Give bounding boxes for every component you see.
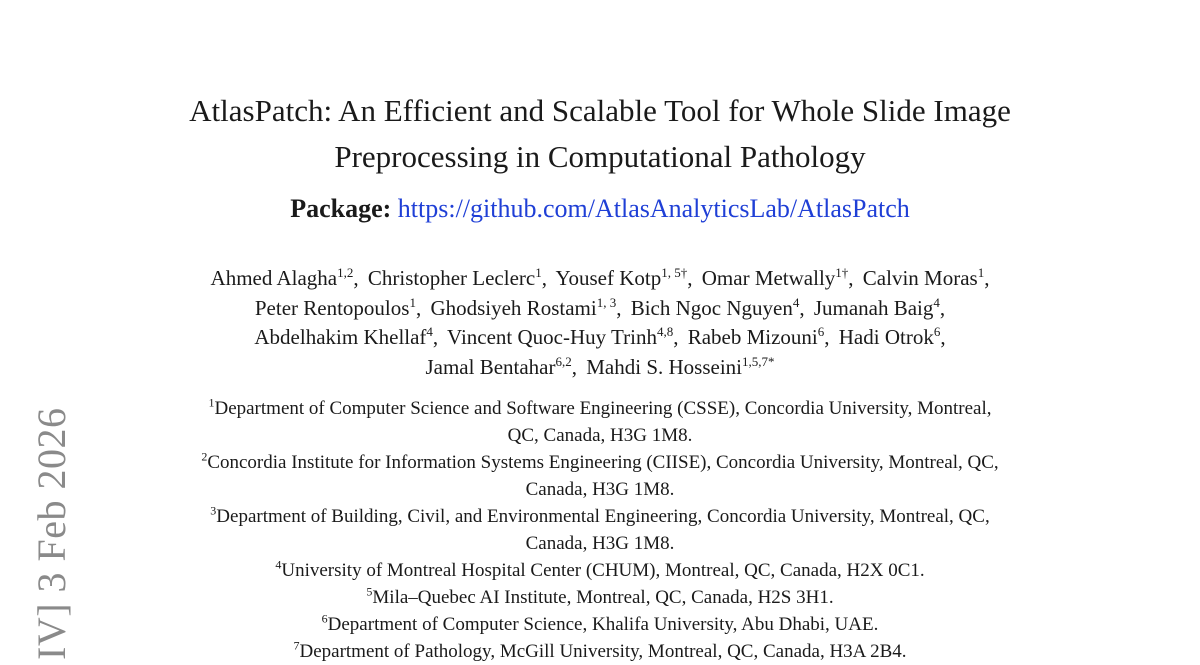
- affiliation: $^1$Department of Computer Science and Software Engineering (CSSE), Concordia University, Montreal,: [208, 395, 992, 419]
- author-line-1: Ahmed Alagha$^{1,2}$, Christopher Leclerc$^1$, Yousef Kotp$^{1, 5\dagger}$, Omar Metwally$^{1\dagger}$, Calvin Moras$^1$,: [210, 265, 990, 290]
- author: Vincent Quoc-Huy Trinh$^{4,8}$: [447, 324, 674, 349]
- author-line-4: Jamal Bentahar$^{6,2}$, Mahdi S. Hosseini$^{1,5,7*}$: [425, 353, 775, 379]
- title-line-1: AtlasPatch: An Efficient and Scalable Tool for Whole Slide Image: [189, 93, 1011, 128]
- package-line: [0, 193, 1200, 225]
- affiliation-continued: Canada, H3G 1M8.: [525, 533, 675, 554]
- affiliation: $^3$Department of Building, Civil, and Environmental Engineering, Concordia University, Montreal, QC,: [210, 503, 990, 527]
- author: Omar Metwally$^{1\dagger}$: [701, 265, 849, 290]
- package-label: Package:: [290, 194, 392, 223]
- affiliation-list: [110, 395, 1090, 665]
- author: Jumanah Baig$^4$: [813, 294, 940, 320]
- affiliation: $^2$Concordia Institute for Information Systems Engineering (CIISE), Concordia University, Montreal, QC,: [201, 449, 999, 473]
- package-link[interactable]: https://github.com/AtlasAnalyticsLab/AtlasPatch: [397, 194, 910, 223]
- paper-title: [0, 88, 1200, 180]
- author-list: [80, 264, 1120, 382]
- author: Abdelhakim Khellaf$^4$: [254, 324, 433, 349]
- author: Ahmed Alagha$^{1,2}$: [210, 265, 354, 290]
- author: Peter Rentopoulos$^1$: [254, 294, 416, 320]
- author: Calvin Moras$^1$: [862, 265, 985, 290]
- affiliation: $^6$Department of Computer Science, Khalifa University, Abu Dhabi, UAE.: [321, 611, 879, 635]
- author-line-2: Peter Rentopoulos$^1$, Ghodsiyeh Rostami$^{1, 3}$, Bich Ngoc Nguyen$^4$, Jumanah Baig$^4$,: [254, 294, 946, 320]
- author: Bich Ngoc Nguyen$^4$: [630, 294, 800, 320]
- author: Christopher Leclerc$^1$: [367, 265, 542, 290]
- affiliation-continued: QC, Canada, H3G 1M8.: [507, 425, 693, 446]
- affiliation-continued: Canada, H3G 1M8.: [525, 479, 675, 500]
- author: Ghodsiyeh Rostami$^{1, 3}$: [430, 294, 617, 320]
- author: Jamal Bentahar$^{6,2}$: [425, 353, 572, 379]
- author: Yousef Kotp$^{1, 5\dagger}$: [555, 265, 688, 290]
- affiliation: $^4$University of Montreal Hospital Center (CHUM), Montreal, QC, Canada, H2X 0C1.: [275, 557, 925, 581]
- title-line-2: Preprocessing in Computational Pathology: [334, 139, 866, 174]
- affiliation: $^7$Department of Pathology, McGill University, Montreal, QC, Canada, H3A 2B4.: [293, 638, 907, 662]
- affiliation: $^5$Mila–Quebec AI Institute, Montreal, QC, Canada, H2S 3H1.: [366, 584, 834, 608]
- author: Mahdi S. Hosseini$^{1,5,7*}$: [586, 353, 775, 379]
- arxiv-sidebar-stamp: IV] 3 Feb 2026: [29, 407, 74, 660]
- author: Hadi Otrok$^6$: [838, 324, 941, 349]
- author: Rabeb Mizouni$^6$: [687, 324, 825, 349]
- author-line-3: Abdelhakim Khellaf$^4$, Vincent Quoc-Huy Trinh$^{4,8}$, Rabeb Mizouni$^6$, Hadi Otrok$^6$,: [254, 324, 946, 349]
